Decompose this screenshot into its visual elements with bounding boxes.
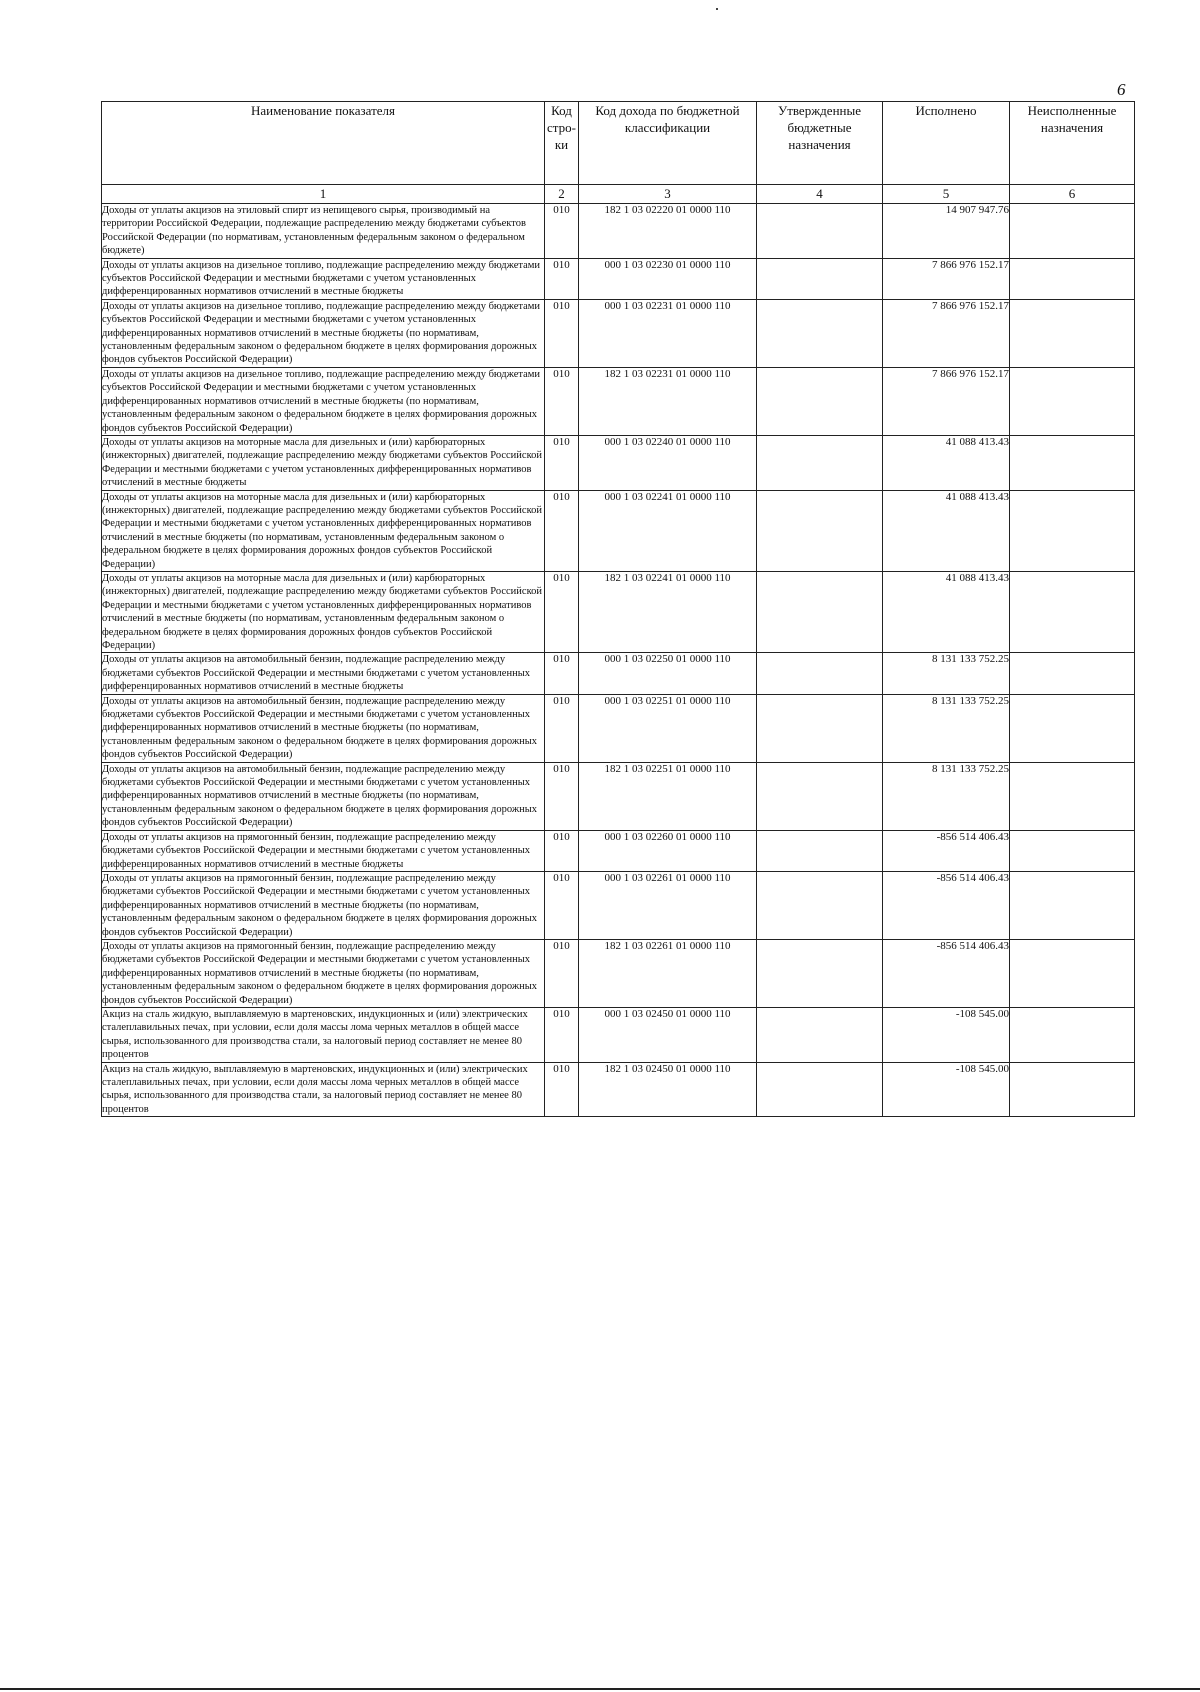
approved-amount <box>757 571 883 652</box>
row-code: 010 <box>545 490 579 571</box>
executed-amount: 14 907 947.76 <box>883 204 1010 259</box>
indicator-name: Доходы от уплаты акцизов на дизельное топливо, подлежащие распределению между бюджетами субъектов Российской Федерации и местными бюджетами с учетом установленных дифференцированных нормативов отчислений в местные бюджеты <box>102 258 545 299</box>
unexecuted-amount <box>1010 204 1135 259</box>
unexecuted-amount <box>1010 830 1135 871</box>
income-classification-code: 000 1 03 02450 01 0000 110 <box>579 1007 757 1062</box>
header-indicator-name: Наименование показателя <box>102 102 545 185</box>
unexecuted-amount <box>1010 939 1135 1007</box>
unexecuted-amount <box>1010 653 1135 694</box>
header-approved: Утвержденные бюджетные назначения <box>757 102 883 185</box>
budget-execution-table <box>101 101 1135 1117</box>
indicator-name: Доходы от уплаты акцизов на прямогонный бензин, подлежащие распределению между бюджетами субъектов Российской Федерации и местными бюджетами с учетом установленных дифференцированных нормативов отчислений в местные бюджеты (по нормативам, установленным федеральным законом о федеральном бюджете в целях формирования дорожных фондов субъектов Российской Федерации) <box>102 939 545 1007</box>
income-classification-code: 182 1 03 02251 01 0000 110 <box>579 762 757 830</box>
table-row <box>102 939 1135 1007</box>
row-code: 010 <box>545 435 579 490</box>
column-number: 4 <box>757 185 883 204</box>
header-row <box>102 102 1135 185</box>
executed-amount: 41 088 413.43 <box>883 435 1010 490</box>
indicator-name: Доходы от уплаты акцизов на моторные масла для дизельных и (или) карбюраторных (инжекторных) двигателей, подлежащие распределению между бюджетами субъектов Российской Федерации и местными бюджетами с учетом установленных дифференцированных нормативов отчислений в местные бюджеты (по нормативам, установленным федеральным законом о федеральном бюджете в целях формирования дорожных фондов субъектов Российской Федерации) <box>102 490 545 571</box>
scan-speck <box>716 8 718 10</box>
indicator-name: Доходы от уплаты акцизов на прямогонный бензин, подлежащие распределению между бюджетами субъектов Российской Федерации и местными бюджетами с учетом установленных дифференцированных нормативов отчислений в местные бюджеты (по нормативам, установленным федеральным законом о федеральном бюджете в целях формирования дорожных фондов субъектов Российской Федерации) <box>102 871 545 939</box>
indicator-name: Доходы от уплаты акцизов на моторные масла для дизельных и (или) карбюраторных (инжекторных) двигателей, подлежащие распределению между бюджетами субъектов Российской Федерации и местными бюджетами с учетом установленных дифференцированных нормативов отчислений в местные бюджеты <box>102 435 545 490</box>
table-row <box>102 435 1135 490</box>
table-row <box>102 299 1135 367</box>
table-row <box>102 762 1135 830</box>
row-code: 010 <box>545 762 579 830</box>
executed-amount: 41 088 413.43 <box>883 490 1010 571</box>
approved-amount <box>757 490 883 571</box>
income-classification-code: 182 1 03 02261 01 0000 110 <box>579 939 757 1007</box>
unexecuted-amount <box>1010 258 1135 299</box>
executed-amount: 8 131 133 752.25 <box>883 762 1010 830</box>
unexecuted-amount <box>1010 490 1135 571</box>
table-row <box>102 490 1135 571</box>
table-row <box>102 871 1135 939</box>
approved-amount <box>757 435 883 490</box>
approved-amount <box>757 830 883 871</box>
executed-amount: -856 514 406.43 <box>883 939 1010 1007</box>
row-code: 010 <box>545 571 579 652</box>
row-code: 010 <box>545 939 579 1007</box>
unexecuted-amount <box>1010 1007 1135 1062</box>
row-code: 010 <box>545 258 579 299</box>
indicator-name: Доходы от уплаты акцизов на автомобильный бензин, подлежащие распределению между бюджетами субъектов Российской Федерации и местными бюджетами с учетом установленных дифференцированных нормативов отчислений в местные бюджеты (по нормативам, установленным федеральным законом о федеральном бюджете в целях формирования дорожных фондов субъектов Российской Федерации) <box>102 762 545 830</box>
income-classification-code: 000 1 03 02261 01 0000 110 <box>579 871 757 939</box>
row-code: 010 <box>545 367 579 435</box>
income-classification-code: 182 1 03 02241 01 0000 110 <box>579 571 757 652</box>
approved-amount <box>757 653 883 694</box>
table-body <box>102 204 1135 1117</box>
row-code: 010 <box>545 299 579 367</box>
column-number: 5 <box>883 185 1010 204</box>
executed-amount: -856 514 406.43 <box>883 871 1010 939</box>
table-row <box>102 653 1135 694</box>
indicator-name: Доходы от уплаты акцизов на автомобильный бензин, подлежащие распределению между бюджетами субъектов Российской Федерации и местными бюджетами с учетом установленных дифференцированных нормативов отчислений в местные бюджеты <box>102 653 545 694</box>
approved-amount <box>757 299 883 367</box>
approved-amount <box>757 1007 883 1062</box>
income-classification-code: 000 1 03 02241 01 0000 110 <box>579 490 757 571</box>
approved-amount <box>757 871 883 939</box>
table-row <box>102 367 1135 435</box>
unexecuted-amount <box>1010 435 1135 490</box>
unexecuted-amount <box>1010 694 1135 762</box>
approved-amount <box>757 939 883 1007</box>
row-code: 010 <box>545 830 579 871</box>
income-classification-code: 182 1 03 02231 01 0000 110 <box>579 367 757 435</box>
header-row-code: Код стро-ки <box>545 102 579 185</box>
income-classification-code: 000 1 03 02231 01 0000 110 <box>579 299 757 367</box>
executed-amount: 8 131 133 752.25 <box>883 694 1010 762</box>
approved-amount <box>757 694 883 762</box>
income-classification-code: 000 1 03 02260 01 0000 110 <box>579 830 757 871</box>
table-row <box>102 204 1135 259</box>
page-number: 6 <box>1117 80 1126 99</box>
executed-amount: 41 088 413.43 <box>883 571 1010 652</box>
income-classification-code: 182 1 03 02450 01 0000 110 <box>579 1062 757 1117</box>
table-row <box>102 571 1135 652</box>
row-code: 010 <box>545 1007 579 1062</box>
executed-amount: 7 866 976 152.17 <box>883 299 1010 367</box>
header-income-code: Код дохода по бюджетной классификации <box>579 102 757 185</box>
scan-bottom-edge <box>0 1688 1200 1690</box>
approved-amount <box>757 762 883 830</box>
approved-amount <box>757 258 883 299</box>
indicator-name: Доходы от уплаты акцизов на дизельное топливо, подлежащие распределению между бюджетами субъектов Российской Федерации и местными бюджетами с учетом установленных дифференцированных нормативов отчислений в местные бюджеты (по нормативам, установленным федеральным законом о федеральном бюджете в целях формирования дорожных фондов субъектов Российской Федерации) <box>102 367 545 435</box>
income-classification-code: 000 1 03 02251 01 0000 110 <box>579 694 757 762</box>
row-code: 010 <box>545 1062 579 1117</box>
header-unexecuted: Неисполненные назначения <box>1010 102 1135 185</box>
income-classification-code: 000 1 03 02240 01 0000 110 <box>579 435 757 490</box>
row-code: 010 <box>545 653 579 694</box>
approved-amount <box>757 204 883 259</box>
income-classification-code: 182 1 03 02220 01 0000 110 <box>579 204 757 259</box>
executed-amount: 7 866 976 152.17 <box>883 258 1010 299</box>
income-classification-code: 000 1 03 02230 01 0000 110 <box>579 258 757 299</box>
column-number: 6 <box>1010 185 1135 204</box>
table-row <box>102 1007 1135 1062</box>
indicator-name: Доходы от уплаты акцизов на автомобильный бензин, подлежащие распределению между бюджетами субъектов Российской Федерации и местными бюджетами с учетом установленных дифференцированных нормативов отчислений в местные бюджеты (по нормативам, установленным федеральным законом о федеральном бюджете в целях формирования дорожных фондов субъектов Российской Федерации) <box>102 694 545 762</box>
column-number: 1 <box>102 185 545 204</box>
executed-amount: -108 545.00 <box>883 1062 1010 1117</box>
indicator-name: Доходы от уплаты акцизов на прямогонный бензин, подлежащие распределению между бюджетами субъектов Российской Федерации и местными бюджетами с учетом установленных дифференцированных нормативов отчислений в местные бюджеты <box>102 830 545 871</box>
executed-amount: 7 866 976 152.17 <box>883 367 1010 435</box>
header-executed: Исполнено <box>883 102 1010 185</box>
indicator-name: Доходы от уплаты акцизов на этиловый спирт из непищевого сырья, производимый на территории Российской Федерации, подлежащие распределению между бюджетами субъектов Российской Федерации (по нормативам, установленным федеральным законом о федеральном бюджете) <box>102 204 545 259</box>
unexecuted-amount <box>1010 762 1135 830</box>
indicator-name: Акциз на сталь жидкую, выплавляемую в мартеновских, индукционных и (или) электрических сталеплавильных печах, при условии, если доля массы лома черных металлов в общей массе сырья, использованного для производства стали, за налоговый период составляет не менее 80 процентов <box>102 1062 545 1117</box>
indicator-name: Доходы от уплаты акцизов на дизельное топливо, подлежащие распределению между бюджетами субъектов Российской Федерации и местными бюджетами с учетом установленных дифференцированных нормативов отчислений в местные бюджеты (по нормативам, установленным федеральным законом о федеральном бюджете в целях формирования дорожных фондов субъектов Российской Федерации) <box>102 299 545 367</box>
unexecuted-amount <box>1010 1062 1135 1117</box>
table-row <box>102 258 1135 299</box>
unexecuted-amount <box>1010 871 1135 939</box>
executed-amount: -856 514 406.43 <box>883 830 1010 871</box>
executed-amount: 8 131 133 752.25 <box>883 653 1010 694</box>
executed-amount: -108 545.00 <box>883 1007 1010 1062</box>
approved-amount <box>757 1062 883 1117</box>
income-classification-code: 000 1 03 02250 01 0000 110 <box>579 653 757 694</box>
row-code: 010 <box>545 871 579 939</box>
table-row <box>102 830 1135 871</box>
column-number: 2 <box>545 185 579 204</box>
row-code: 010 <box>545 204 579 259</box>
unexecuted-amount <box>1010 299 1135 367</box>
table-row <box>102 1062 1135 1117</box>
indicator-name: Доходы от уплаты акцизов на моторные масла для дизельных и (или) карбюраторных (инжекторных) двигателей, подлежащие распределению между бюджетами субъектов Российской Федерации и местными бюджетами с учетом установленных дифференцированных нормативов отчислений в местные бюджеты (по нормативам, установленным федеральным законом о федеральном бюджете в целях формирования дорожных фондов субъектов Российской Федерации) <box>102 571 545 652</box>
column-number-row <box>102 185 1135 204</box>
approved-amount <box>757 367 883 435</box>
indicator-name: Акциз на сталь жидкую, выплавляемую в мартеновских, индукционных и (или) электрических сталеплавильных печах, при условии, если доля массы лома черных металлов в общей массе сырья, использованного для производства стали, за налоговый период составляет не менее 80 процентов <box>102 1007 545 1062</box>
unexecuted-amount <box>1010 367 1135 435</box>
row-code: 010 <box>545 694 579 762</box>
column-number: 3 <box>579 185 757 204</box>
unexecuted-amount <box>1010 571 1135 652</box>
table-row <box>102 694 1135 762</box>
